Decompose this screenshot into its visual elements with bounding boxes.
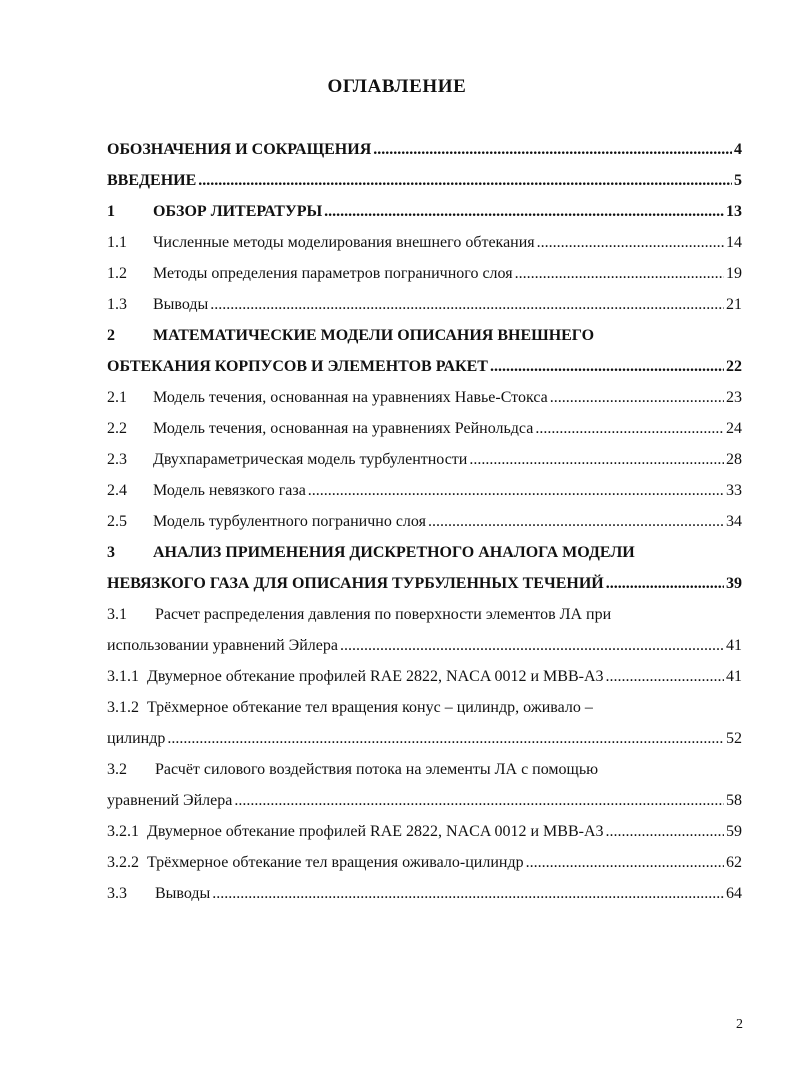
toc-entry [107,389,742,413]
toc-entry [107,606,742,630]
toc-entry-number: 2.4 [107,482,127,499]
toc-entry-page: 28 [726,451,742,468]
toc-entry [107,265,742,289]
toc-entry-text: Расчёт силового воздействия потока на элементы ЛА с помощью [155,761,599,778]
toc-entry-text: Трёхмерное обтекание тел вращения конус – цилиндр, оживало – [147,699,593,716]
toc-entry-continuation [107,575,742,599]
toc-entry-page: 22 [726,358,742,375]
toc-entry-page: 39 [726,575,742,592]
toc-entry-page: 24 [726,420,742,437]
toc-entry-number: 1.3 [107,296,127,313]
toc-entry-number: 2.2 [107,420,127,437]
toc-entry-text: ОБОЗНАЧЕНИЯ И СОКРАЩЕНИЯ [107,141,372,158]
toc-entry-page: 5 [734,172,742,189]
toc-entry-page: 64 [726,885,742,902]
toc-entry [107,172,742,196]
toc-entry-text: Двухпараметрическая модель турбулентности [153,451,468,468]
toc-entry-number: 1.2 [107,265,127,282]
toc-entry-number: 3.1 [107,606,127,623]
toc-entry [107,296,742,320]
toc-entry-text: Расчет распределения давления по поверхности элементов ЛА при [155,606,612,623]
toc-entry-text: Модель течения, основанная на уравнениях Рейнольдса [153,420,534,437]
toc-entry-text: уравнений Эйлера [107,792,233,809]
toc-entry-number: 2 [107,327,115,344]
toc-entry-number: 2.1 [107,389,127,406]
toc-entry-continuation [107,792,742,816]
toc-entry-continuation [107,637,742,661]
toc-entry [107,823,742,847]
toc-entry-text: Выводы [155,885,211,902]
toc-entry [107,668,742,692]
toc-entry-page: 34 [726,513,742,530]
toc-entry-page: 59 [726,823,742,840]
toc-entry [107,513,742,537]
toc-entry [107,699,742,723]
toc-entry-text: цилиндр [107,730,166,747]
toc-entry [107,885,742,909]
toc-entry [107,854,742,878]
toc-entry-text: Выводы [153,296,209,313]
toc-entry [107,544,742,568]
toc-entry [107,141,742,165]
toc-entry [107,451,742,475]
toc-entry [107,761,742,785]
toc-entry-text: использовании уравнений Эйлера [107,637,338,654]
toc-entry-page: 62 [726,854,742,871]
toc-entry-page: 19 [726,265,742,282]
toc-entry-page: 41 [726,668,742,685]
toc-entry-continuation [107,730,742,754]
toc-entry-text: АНАЛИЗ ПРИМЕНЕНИЯ ДИСКРЕТНОГО АНАЛОГА МОДЕЛИ [153,544,635,561]
toc-entry-text: Двумерное обтекание профилей RAE 2822, NACA 0012 и MBB-A3 [147,668,604,685]
toc-entry-page: 13 [726,203,742,220]
toc-entry-page: 21 [726,296,742,313]
toc-entry-text: Модель турбулентного погранично слоя [153,513,426,530]
toc-entry-number: 3.1.2 [107,699,139,716]
toc-entry [107,327,742,351]
toc-entry-number: 1 [107,203,115,220]
toc-entry-text: Трёхмерное обтекание тел вращения оживало-цилиндр [147,854,524,871]
toc-entry-text: Двумерное обтекание профилей RAE 2822, NACA 0012 и MBB-A3 [147,823,604,840]
toc-entry-number: 3.2.2 [107,854,139,871]
page-number: 2 [736,1017,743,1032]
toc-entry-text: Методы определения параметров пограничного слоя [153,265,513,282]
toc-entry-number: 3.2 [107,761,127,778]
page-title: ОГЛАВЛЕНИЕ [327,76,467,97]
toc-entry-page: 52 [726,730,742,747]
toc-entry-text: Модель невязкого газа [153,482,306,499]
toc-entry-number: 2.3 [107,451,127,468]
toc-entry-number: 1.1 [107,234,127,251]
toc-entry-text: Численные методы моделирования внешнего обтекания [153,234,535,251]
toc-entry-page: 23 [726,389,742,406]
toc-entry [107,203,742,227]
toc-entry-text: НЕВЯЗКОГО ГАЗА ДЛЯ ОПИСАНИЯ ТУРБУЛЕННЫХ ТЕЧЕНИЙ [107,575,604,592]
toc-entry [107,482,742,506]
toc-entry-page: 33 [726,482,742,499]
toc-entry-text: ВВЕДЕНИЕ [107,172,197,189]
toc-entry [107,420,742,444]
toc-entry-text: ОБТЕКАНИЯ КОРПУСОВ И ЭЛЕМЕНТОВ РАКЕТ [107,358,488,375]
toc-entry-number: 3.3 [107,885,127,902]
toc-entry-number: 2.5 [107,513,127,530]
toc-entry-number: 3.1.1 [107,668,139,685]
toc-entry-number: 3.2.1 [107,823,139,840]
toc-entry [107,234,742,258]
toc-entry-continuation [107,358,742,382]
toc-entry-page: 4 [734,141,742,158]
toc-entry-page: 58 [726,792,742,809]
toc-entry-text: Модель течения, основанная на уравнениях Навье-Стокса [153,389,548,406]
toc-entry-number: 3 [107,544,115,561]
toc-entry-page: 41 [726,637,742,654]
toc-entry-text: ОБЗОР ЛИТЕРАТУРЫ [153,203,323,220]
toc-entry-text: МАТЕМАТИЧЕСКИЕ МОДЕЛИ ОПИСАНИЯ ВНЕШНЕГО [153,327,595,344]
toc-entry-page: 14 [726,234,742,251]
